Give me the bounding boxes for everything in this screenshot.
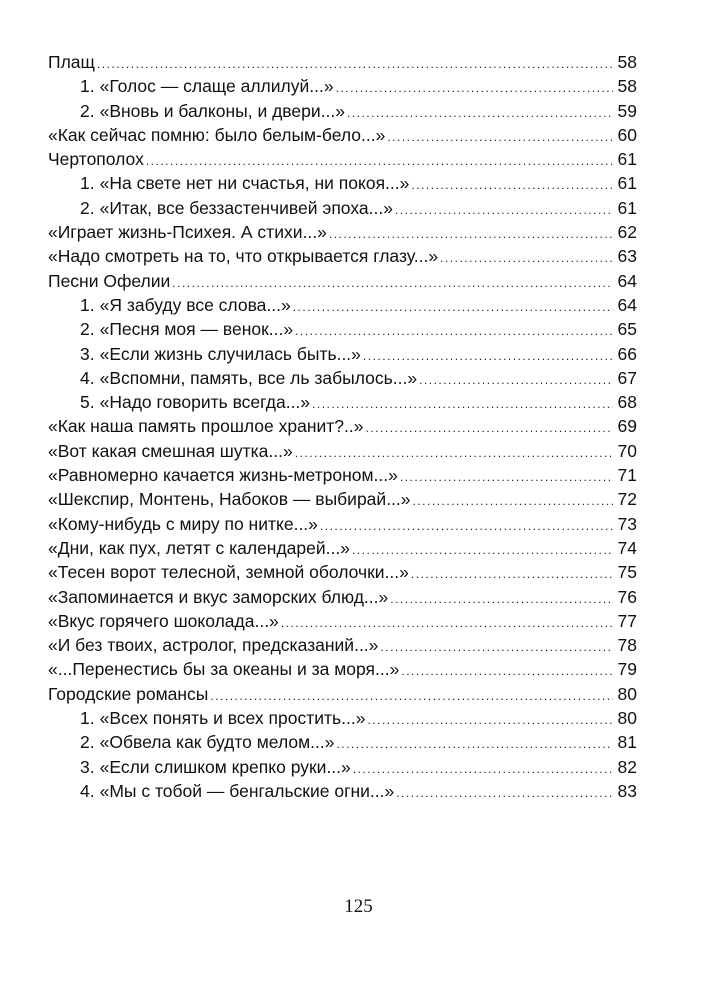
entry-text: «Запоминается и вкус заморских блюд...» (48, 586, 389, 607)
toc-entry (48, 585, 637, 609)
dot-leader (367, 708, 613, 732)
toc-entry (48, 220, 637, 244)
entry-page-number: 78 (617, 635, 637, 656)
entry-page-number: 63 (617, 246, 637, 267)
toc-entry (48, 244, 637, 268)
toc-subentry (48, 730, 637, 754)
toc-entry (48, 536, 637, 560)
entry-text: «Всех понять и всех простить...» (99, 708, 366, 729)
entry-text: «Тесен ворот телесной, земной оболочки...» (48, 562, 409, 583)
entry-title (80, 390, 310, 414)
entry-text: «И без твоих, астролог, предсказаний...» (48, 635, 379, 656)
entry-title (80, 74, 334, 98)
entry-text: «Обвела как будто мелом...» (99, 732, 335, 753)
entry-page-number: 80 (617, 683, 637, 704)
entry-page-number: 64 (617, 294, 637, 315)
entry-title (80, 755, 351, 779)
entry-text: «Равномерно качается жизнь-метроном...» (48, 465, 398, 486)
dot-leader (336, 732, 613, 756)
dot-leader (411, 562, 613, 586)
table-of-contents (48, 50, 637, 803)
toc-subentry (48, 317, 637, 341)
page-number: 125 (344, 896, 373, 917)
entry-text: «Вспомни, память, все ль забылось...» (99, 367, 418, 388)
entry-title (48, 50, 95, 74)
entry-text: «Вновь и балконы, и двери...» (99, 100, 345, 121)
entry-number: 3. (80, 756, 95, 777)
entry-number: 4. (80, 780, 95, 801)
entry-title (48, 609, 279, 633)
entry-text: «Вот какая смешная шутка...» (48, 440, 293, 461)
entry-text: «Надо смотреть на то, что открывается глазу...» (48, 246, 439, 267)
entry-page-number: 72 (617, 489, 637, 510)
toc-entry (48, 633, 637, 657)
toc-entry (48, 682, 637, 706)
toc-entry (48, 487, 637, 511)
dot-leader (352, 538, 613, 562)
entry-page-number: 74 (617, 537, 637, 558)
entry-title (48, 220, 327, 244)
entry-title (48, 123, 385, 147)
toc-entry (48, 414, 637, 438)
dot-leader (390, 587, 613, 611)
entry-title (80, 171, 409, 195)
entry-page-number: 69 (617, 416, 637, 437)
dot-leader (312, 392, 613, 416)
entry-page-number: 62 (617, 222, 637, 243)
entry-number: 5. (80, 392, 95, 413)
toc-entry (48, 123, 637, 147)
toc-entry (48, 463, 637, 487)
toc-entry (48, 560, 637, 584)
entry-page-number: 73 (617, 513, 637, 534)
entry-title (80, 366, 417, 390)
entry-text: «Кому-нибудь с миру по нитке...» (48, 513, 318, 534)
entry-text: Городские романсы (48, 683, 209, 704)
dot-leader (293, 295, 613, 319)
entry-title (48, 414, 364, 438)
toc-entry (48, 512, 637, 536)
toc-entry (48, 269, 637, 293)
entry-title (80, 730, 334, 754)
dot-leader (210, 684, 613, 708)
entry-page-number: 59 (617, 100, 637, 121)
entry-page-number: 68 (617, 392, 637, 413)
toc-subentry (48, 196, 637, 220)
entry-page-number: 61 (617, 197, 637, 218)
entry-page-number: 58 (617, 76, 637, 97)
entry-title (48, 512, 318, 536)
entry-page-number: 66 (617, 343, 637, 364)
entry-title (80, 293, 291, 317)
entry-page-number: 75 (617, 562, 637, 583)
entry-page-number: 83 (617, 780, 637, 801)
entry-page-number: 67 (617, 367, 637, 388)
entry-page-number: 81 (617, 732, 637, 753)
entry-title (48, 585, 388, 609)
entry-text: «Дни, как пух, летят с календарей...» (48, 537, 350, 558)
entry-title (48, 633, 378, 657)
toc-subentry (48, 755, 637, 779)
entry-title (80, 779, 394, 803)
dot-leader (363, 344, 613, 368)
entry-title (48, 682, 208, 706)
entry-text: «Итак, все беззастенчивей эпоха...» (99, 197, 393, 218)
entry-page-number: 71 (617, 465, 637, 486)
entry-page-number: 65 (617, 319, 637, 340)
entry-title (48, 439, 293, 463)
toc-subentry (48, 366, 637, 390)
entry-number: 2. (80, 100, 95, 121)
entry-page-number: 82 (617, 756, 637, 777)
dot-leader (146, 149, 613, 173)
entry-text: Песни Офелии (48, 270, 171, 291)
toc-entry (48, 147, 637, 171)
dot-leader (413, 489, 613, 513)
dot-leader (347, 101, 613, 125)
toc-subentry (48, 293, 637, 317)
dot-leader (380, 635, 613, 659)
dot-leader (353, 757, 613, 781)
entry-title (80, 706, 365, 730)
toc-entry (48, 439, 637, 463)
toc-subentry (48, 99, 637, 123)
toc-subentry (48, 171, 637, 195)
dot-leader (295, 319, 613, 343)
entry-page-number: 79 (617, 659, 637, 680)
dot-leader (97, 52, 613, 76)
entry-text: Плащ (48, 52, 95, 72)
toc-entry (48, 50, 637, 74)
entry-number: 1. (80, 708, 95, 729)
entry-number: 4. (80, 367, 95, 388)
entry-text: «На свете нет ни счастья, ни покоя...» (99, 173, 410, 194)
entry-page-number: 61 (617, 173, 637, 194)
entry-title (80, 317, 293, 341)
entry-text: Чертополох (48, 149, 144, 170)
entry-text: «Голос — слаще аллилуй...» (99, 76, 334, 97)
entry-text: «Надо говорить всегда...» (99, 392, 311, 413)
dot-leader (395, 198, 613, 222)
entry-title (48, 536, 350, 560)
dot-leader (387, 125, 613, 149)
dot-leader (336, 76, 613, 100)
toc-subentry (48, 706, 637, 730)
dot-leader (400, 465, 613, 489)
dot-leader (366, 416, 614, 440)
entry-number: 3. (80, 343, 95, 364)
entry-number: 1. (80, 294, 95, 315)
dot-leader (440, 246, 613, 270)
entry-text: «...Перенестись бы за океаны и за моря...» (48, 659, 400, 680)
entry-title (48, 657, 399, 681)
entry-number: 2. (80, 732, 95, 753)
entry-number: 1. (80, 173, 95, 194)
entry-text: «Шекспир, Монтень, Набоков — выбирай...» (48, 489, 411, 510)
entry-text: «Как сейчас помню: было белым-бело...» (48, 124, 386, 145)
toc-subentry (48, 390, 637, 414)
entry-title (80, 99, 345, 123)
dot-leader (320, 514, 613, 538)
entry-page-number: 76 (617, 586, 637, 607)
entry-title (48, 244, 438, 268)
toc-subentry (48, 342, 637, 366)
entry-page-number: 70 (617, 440, 637, 461)
entry-title (48, 147, 144, 171)
entry-title (48, 560, 409, 584)
entry-text: «Мы с тобой — бенгальские огни...» (99, 780, 395, 801)
dot-leader (419, 368, 613, 392)
dot-leader (329, 222, 613, 246)
entry-title (48, 487, 411, 511)
entry-title (80, 342, 361, 366)
entry-page-number: 64 (617, 270, 637, 291)
entry-text: «Как наша память прошлое хранит?..» (48, 416, 364, 437)
entry-text: «Я забуду все слова...» (99, 294, 291, 315)
dot-leader (295, 441, 613, 465)
entry-number: 2. (80, 319, 95, 340)
dot-leader (172, 271, 613, 295)
toc-subentry (48, 74, 637, 98)
entry-title (48, 463, 398, 487)
entry-page-number: 80 (617, 708, 637, 729)
entry-text: «Песня моя — венок...» (99, 319, 294, 340)
entry-text: «Играет жизнь-Психея. А стихи...» (48, 222, 327, 243)
entry-page-number: 58 (617, 52, 637, 72)
entry-title (80, 196, 393, 220)
entry-page-number: 61 (617, 149, 637, 170)
entry-page-number: 77 (617, 610, 637, 631)
entry-text: «Если жизнь случилась быть...» (99, 343, 361, 364)
entry-number: 2. (80, 197, 95, 218)
entry-title (48, 269, 170, 293)
entry-number: 1. (80, 76, 95, 97)
dot-leader (401, 659, 613, 683)
entry-text: «Если слишком крепко руки...» (99, 756, 351, 777)
entry-page-number: 60 (617, 124, 637, 145)
dot-leader (396, 781, 613, 805)
entry-text: «Вкус горячего шоколада...» (48, 610, 279, 631)
dot-leader (411, 173, 613, 197)
toc-entry (48, 609, 637, 633)
toc-subentry (48, 779, 637, 803)
toc-entry (48, 657, 637, 681)
dot-leader (281, 611, 613, 635)
